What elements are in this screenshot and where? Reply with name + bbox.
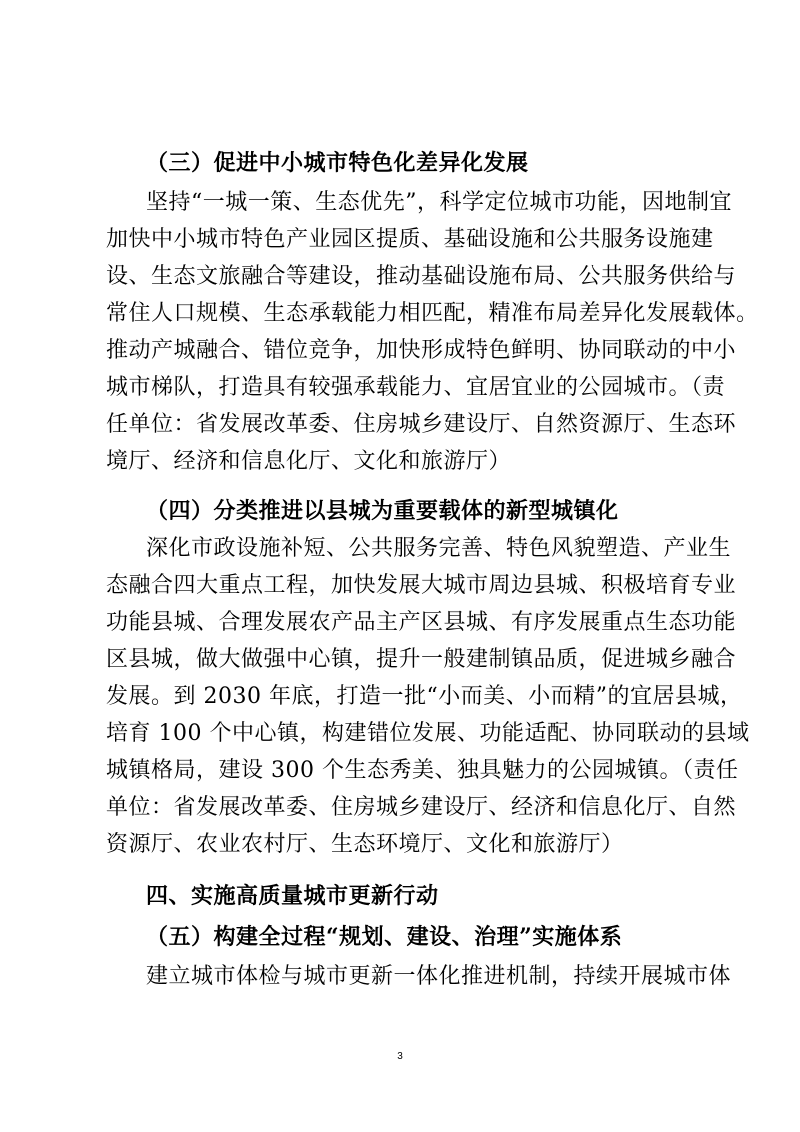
paragraph-line: 建立城市体检与城市更新一体化推进机制，持续开展城市体 xyxy=(146,964,732,989)
paragraph-line: 态融合四大重点工程，加快发展大城市周边县城、积极培育专业 xyxy=(106,573,737,598)
paragraph-line: 城镇格局，建设 300 个生态秀美、独具魅力的公园城镇。（责任 xyxy=(106,758,739,783)
section-heading-4: 四、实施高质量城市更新行动 xyxy=(146,884,439,909)
paragraph-line: 培育 100 个中心镇，构建错位发展、功能适配、协同联动的县域 xyxy=(106,721,750,746)
paragraph-line: 设、生态文旅融合等建设，推动基础设施布局、公共服务供给与 xyxy=(106,264,737,289)
paragraph-line: 境厅、经济和信息化厅、文化和旅游厅） xyxy=(106,449,512,474)
paragraph-line: 加快中小城市特色产业园区提质、基础设施和公共服务设施建 xyxy=(106,227,714,252)
paragraph-line: 单位：省发展改革委、住房城乡建设厅、经济和信息化厅、自然 xyxy=(106,795,737,820)
paragraph-line: 任单位：省发展改革委、住房城乡建设厅、自然资源厅、生态环 xyxy=(106,412,737,437)
heading-5: （五）构建全过程“规划、建设、治理”实施体系 xyxy=(146,924,623,950)
paragraph-line: 区县城，做大做强中心镇，提升一般建制镇品质，促进城乡融合 xyxy=(106,647,737,672)
paragraph-line: 功能县城、合理发展农产品主产区县城、有序发展重点生态功能 xyxy=(106,610,737,635)
paragraph-line: 资源厅、农业农村厅、生态环境厅、文化和旅游厅） xyxy=(106,832,624,857)
paragraph-line: 发展。到 2030 年底，打造一批“小而美、小而精”的宜居县城， xyxy=(106,684,743,709)
paragraph-line: 常住人口规模、生态承载能力相匹配，精准布局差异化发展载体。 xyxy=(106,301,759,326)
paragraph-line: 推动产城融合、错位竞争，加快形成特色鲜明、协同联动的中小 xyxy=(106,338,737,363)
paragraph-line: 城市梯队，打造具有较强承载能力、宜居宜业的公园城市。（责 xyxy=(106,375,726,400)
paragraph-line: 坚持“一城一策、生态优先”，科学定位城市功能，因地制宜 xyxy=(146,190,732,215)
heading-4: （四）分类推进以县城为重要载体的新型城镇化 xyxy=(146,498,619,524)
heading-3: （三）促进中小城市特色化差异化发展 xyxy=(146,150,529,176)
paragraph-line: 深化市政设施补短、公共服务完善、特色风貌塑造、产业生 xyxy=(146,536,732,561)
page-number: 3 xyxy=(397,1051,403,1062)
